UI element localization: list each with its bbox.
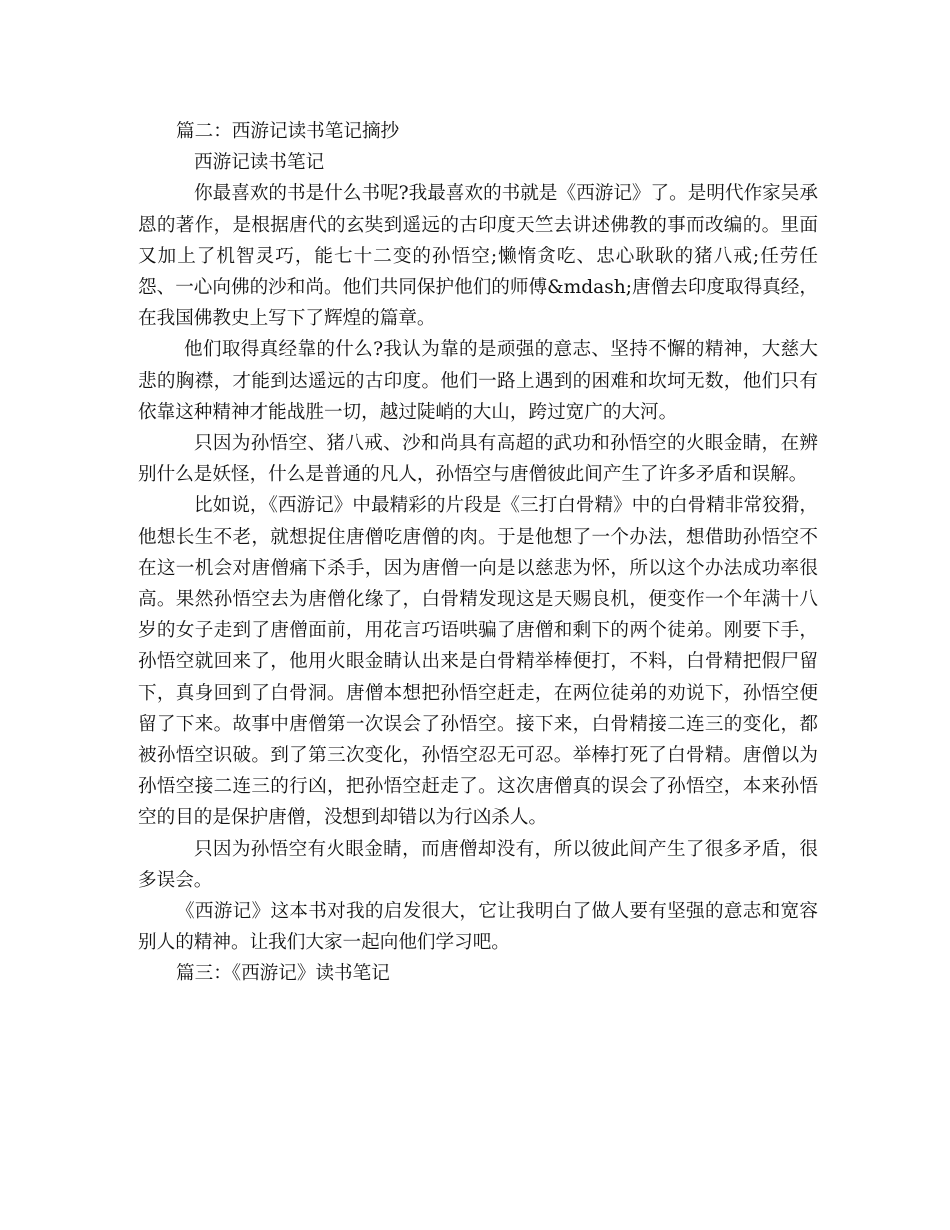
paragraph-1: 你最喜欢的书是什么书呢?我最喜欢的书就是《西游记》了。是明代作家吴承恩的著作，是根据唐代的玄奘到遥远的古印度天竺去讲述佛教的事而改编的。里面又加上了机智灵巧，能七十二变的孙悟空;懒惰贪吃、忠心耿耿的猪八戒;任劳任怨、一心向佛的沙和尚。他们共同保护他们的师傅&mdash;唐僧去印度取得真经，在我国佛教史上写下了辉煌的篇章。 bbox=[138, 183, 818, 330]
paragraph-2: 他们取得真经靠的什么?我认为靠的是顽强的意志、坚持不懈的精神，大慈大悲的胸襟，才能到达遥远的古印度。他们一路上遇到的困难和坎坷无数，他们只有依靠这种精神才能战胜一切，越过陡峭的大山，跨过宽广的大河。 bbox=[138, 339, 818, 423]
section-2-title: 篇二：西游记读书笔记摘抄 bbox=[176, 121, 400, 142]
paragraph-5: 只因为孙悟空有火眼金睛，而唐僧却没有，所以彼此间产生了很多矛盾，很多误会。 bbox=[138, 838, 818, 891]
paragraph-4: 比如说，《西游记》中最精彩的片段是《三打白骨精》中的白骨精非常狡猾，他想长生不老，就想捉住唐僧吃唐僧的肉。于是他想了一个办法，想借助孙悟空不在这一机会对唐僧痛下杀手，因为唐僧一向是以慈悲为怀，所以这个办法成功率很高。果然孙悟空去为唐僧化缘了，白骨精发现这是天赐良机，便变作一个年满十八岁的女子走到了唐僧面前，用花言巧语哄骗了唐僧和剩下的两个徒弟。刚要下手，孙悟空就回来了，他用火眼金睛认出来是白骨精举棒便打，不料，白骨精把假尸留下，真身回到了白骨洞。唐僧本想把孙悟空赶走，在两位徒弟的劝说下，孙悟空便留了下来。故事中唐僧第一次误会了孙悟空。接下来，白骨精接二连三的变化，都被孙悟空识破。到了第三次变化，孙悟空忍无可忍。举棒打死了白骨精。唐僧以为孙悟空接二连三的行凶，把孙悟空赶走了。这次唐僧真的误会了孙悟空，本来孙悟空的目的是保护唐僧，没想到却错以为行凶杀人。 bbox=[138, 495, 818, 829]
paragraph-3: 只因为孙悟空、猪八戒、沙和尚具有高超的武功和孙悟空的火眼金睛，在辨别什么是妖怪，什么是普通的凡人，孙悟空与唐僧彼此间产生了许多矛盾和误解。 bbox=[138, 433, 818, 486]
section-3-title: 篇三：《西游记》读书笔记 bbox=[176, 963, 390, 985]
subtitle: 西游记读书笔记 bbox=[194, 152, 325, 174]
document-body bbox=[138, 116, 818, 990]
paragraph-6: 《西游记》这本书对我的启发很大，它让我明白了做人要有坚强的意志和宽容别人的精神。让我们大家一起向他们学习吧。 bbox=[138, 901, 818, 954]
